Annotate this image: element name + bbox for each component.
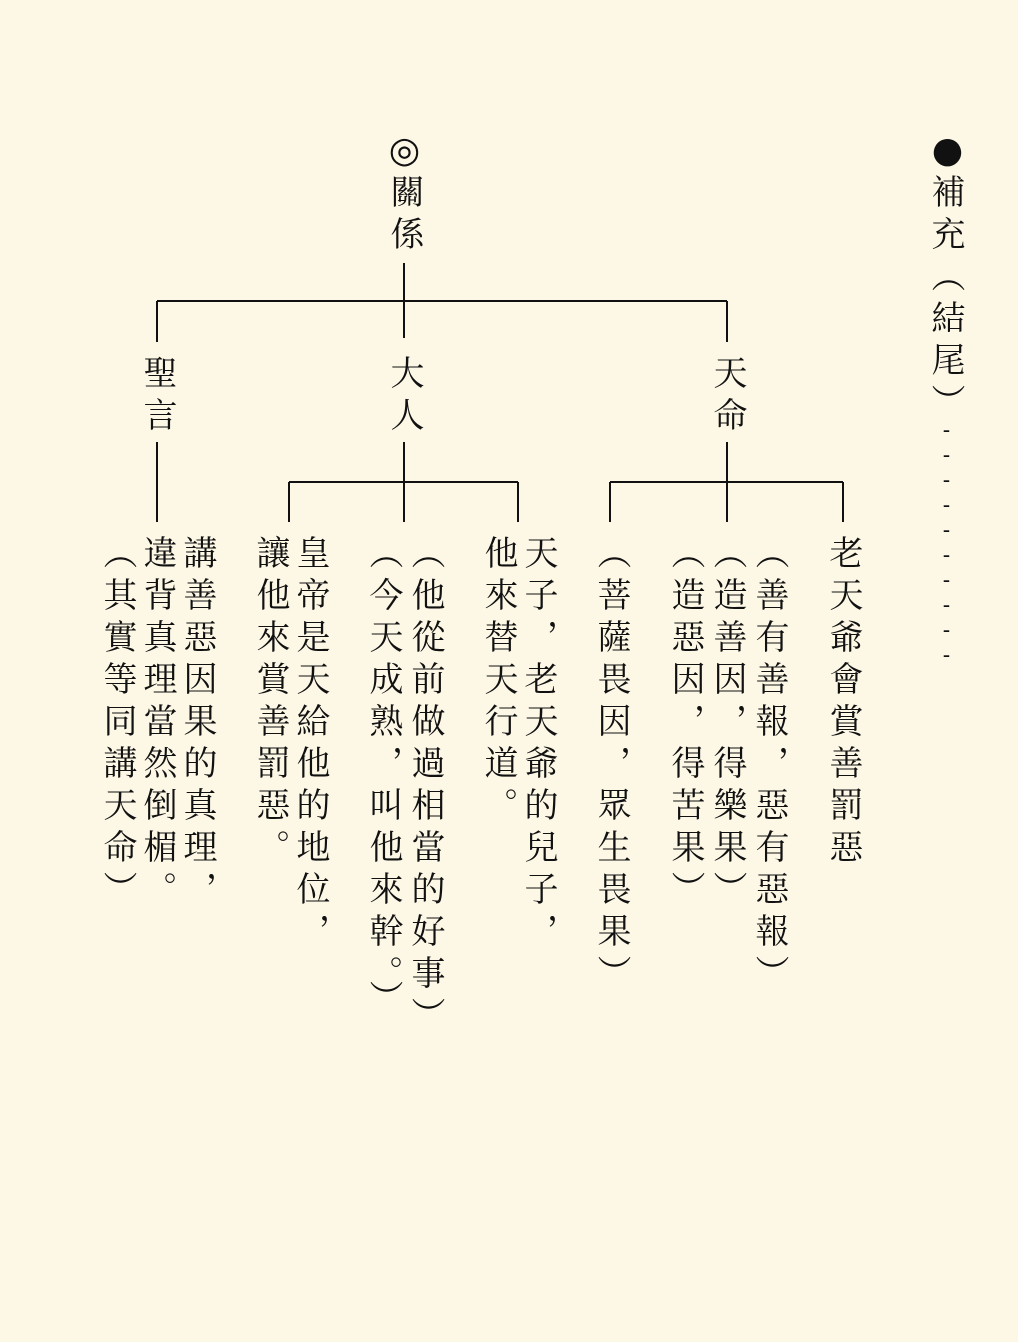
- root-marker: ◎: [384, 130, 425, 171]
- heading-title: 補充（結尾）: [925, 174, 965, 426]
- node-shengyan-label: 聖言: [137, 355, 177, 439]
- shengyan-leaf-2: 違背真理當然倒楣。: [137, 535, 177, 913]
- daren-leaf-1: 天子，老天爺的兒子，: [518, 535, 558, 955]
- daren-leaf-6: 讓他來賞善罰惡。: [250, 535, 290, 871]
- daren-leaf-5: 皇帝是天給他的地位，: [290, 535, 330, 955]
- tianming-leaf-3: （造善因，得樂果）: [707, 535, 747, 913]
- shengyan-leaf-1: 講善惡因果的真理，: [177, 535, 217, 913]
- tianming-leaf-1: 老天爺會賞善罰惡: [823, 535, 863, 871]
- tianming-leaf-5: （菩薩畏因，眾生畏果）: [591, 535, 631, 997]
- daren-leaf-4: （今天成熟，叫他來幹。）: [363, 535, 403, 1022]
- heading-dashes: ----------: [934, 418, 959, 668]
- shengyan-leaf-3: （其實等同講天命）: [97, 535, 137, 913]
- node-daren-label: 大人: [384, 355, 424, 439]
- node-tianming-label: 天命: [707, 355, 747, 439]
- daren-leaf-3: （他從前做過相當的好事）: [405, 535, 445, 1039]
- tianming-leaf-4: （造惡因，得苦果）: [665, 535, 705, 913]
- root-label: 關係: [384, 174, 424, 258]
- daren-leaf-2: 他來替天行道。: [478, 535, 518, 829]
- tianming-leaf-2: （善有善報，惡有惡報）: [749, 535, 789, 997]
- heading-marker: ●: [927, 130, 968, 171]
